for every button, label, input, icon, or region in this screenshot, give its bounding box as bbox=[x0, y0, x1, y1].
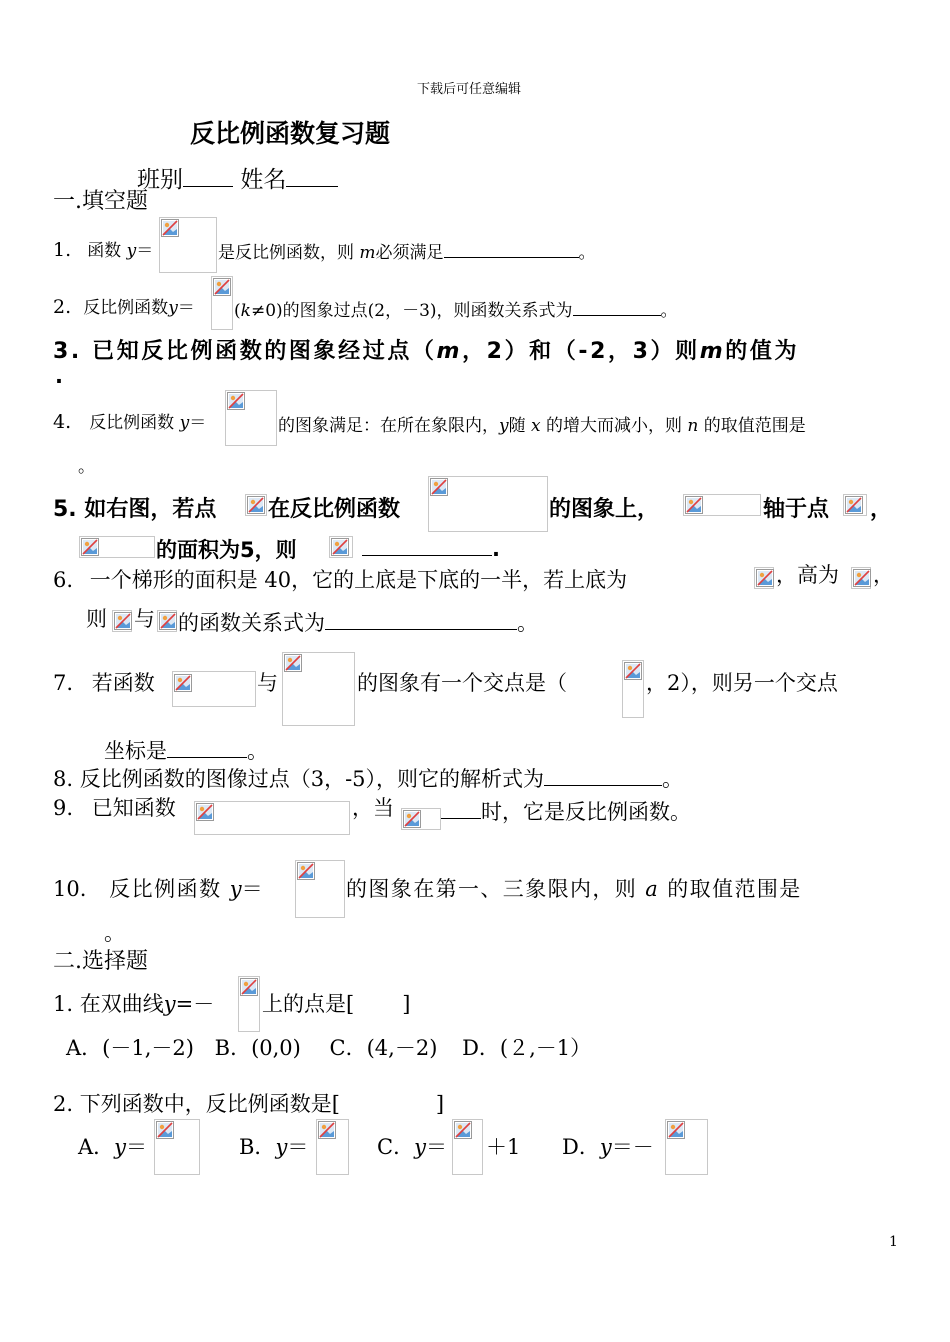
q6-y-ref-image bbox=[112, 610, 132, 632]
page-title: 反比例函数复习题 bbox=[190, 119, 391, 148]
question-5-a: 5. 如右图，若点 bbox=[53, 497, 217, 522]
q6-answer-line bbox=[178, 608, 538, 635]
q1-text-a: 函数 bbox=[87, 241, 127, 261]
q6-text-a: 一个梯形的面积是 40，它的上底是下底的一半，若上底为 bbox=[89, 568, 628, 592]
question-5-b: 在反比例函数 bbox=[268, 497, 401, 522]
q3-text-c: 的值为 bbox=[725, 339, 800, 364]
q7-answer-blank[interactable] bbox=[167, 736, 247, 758]
q6-answer-blank[interactable] bbox=[325, 608, 517, 630]
q7-text-d: ，2），则另一个交点 bbox=[646, 671, 838, 695]
q5-foot-point-image bbox=[843, 494, 867, 516]
q7-text-a: 若函数 bbox=[91, 671, 155, 695]
c2-option-c-label: C． bbox=[377, 1135, 415, 1159]
q6-text-e: 与 bbox=[134, 607, 155, 631]
c2-option-b[interactable] bbox=[239, 1136, 308, 1159]
choice-question-1-rest bbox=[262, 993, 410, 1016]
q7-text-e: 坐标是 bbox=[104, 739, 167, 763]
c1-options bbox=[66, 1037, 591, 1060]
q10-formula-image bbox=[295, 860, 345, 918]
broken-image-icon bbox=[247, 496, 265, 514]
q4-n: n bbox=[687, 416, 699, 436]
c2-option-a-y: y bbox=[114, 1135, 127, 1159]
c2-option-c-eq: ＝ bbox=[425, 1135, 447, 1159]
q6-text-c: ， bbox=[873, 563, 894, 587]
q1-m: m bbox=[359, 243, 376, 263]
q7-end: 。 bbox=[247, 739, 268, 763]
q6-text-d: 则 bbox=[86, 607, 107, 631]
page-number: 1 bbox=[889, 1234, 898, 1250]
q10-text-b: 的图象在第一、三象限内，则 bbox=[346, 877, 646, 901]
broken-image-icon bbox=[81, 538, 99, 556]
c2-text-a: 2. 下列函数中，反比例函数是[ bbox=[53, 1092, 340, 1116]
c2-option-c-plus1: ＋1 bbox=[486, 1135, 521, 1159]
q2-end: 。 bbox=[660, 301, 678, 321]
q6-x-ref-image bbox=[157, 610, 177, 632]
q7-text-c: 的图象有一个交点是（ bbox=[357, 671, 567, 695]
q1-formula-image bbox=[159, 217, 217, 273]
q7-function-1-image bbox=[172, 671, 256, 707]
q6-end: 。 bbox=[517, 611, 538, 635]
c2-option-c[interactable] bbox=[377, 1136, 447, 1159]
q9-answer-blank[interactable] bbox=[441, 797, 481, 819]
q6-text-b: ，高为 bbox=[776, 563, 839, 587]
c2-option-d[interactable] bbox=[562, 1136, 654, 1159]
name-blank[interactable] bbox=[286, 163, 338, 187]
class-name-line bbox=[137, 163, 338, 193]
broken-image-icon bbox=[284, 654, 302, 672]
broken-image-icon bbox=[174, 674, 192, 692]
section-fill-in: 一.填空题 bbox=[53, 189, 148, 214]
q5-function-image bbox=[428, 476, 548, 532]
q2-formula-image bbox=[211, 276, 233, 330]
q6-y-image bbox=[851, 567, 871, 589]
broken-image-icon bbox=[331, 538, 349, 556]
c1-option-b[interactable]: B．(0,0) bbox=[214, 1036, 301, 1060]
q4-number: 4. bbox=[53, 411, 72, 433]
q7-function-2-image bbox=[282, 652, 355, 726]
q4-eq: ＝ bbox=[189, 413, 207, 433]
question-4 bbox=[53, 408, 206, 433]
q4-text-e: 的取值范围是 bbox=[698, 416, 806, 436]
question-10 bbox=[53, 878, 263, 901]
q10-a: a bbox=[645, 877, 660, 901]
question-3 bbox=[53, 334, 799, 365]
q4-y: y bbox=[179, 413, 190, 433]
q6-text-f: 的函数关系式为 bbox=[178, 611, 325, 635]
q9-text-a: 已知函数 bbox=[91, 796, 176, 820]
question-5-c: 的图象上， bbox=[549, 497, 660, 522]
c2-option-c-image bbox=[452, 1119, 483, 1175]
question-6 bbox=[53, 564, 627, 594]
q4-x: x bbox=[531, 416, 541, 436]
question-2-rest bbox=[234, 296, 678, 321]
q10-text-a: 反比例函数 bbox=[109, 877, 230, 901]
broken-image-icon bbox=[685, 496, 703, 514]
c2-option-d-minus: － bbox=[632, 1135, 654, 1159]
q3-m: m bbox=[436, 339, 463, 364]
c1-text-b: =－ bbox=[175, 992, 215, 1016]
q4-y2: y bbox=[499, 416, 509, 436]
q2-number: 2. bbox=[53, 296, 72, 318]
broken-image-icon bbox=[297, 862, 315, 880]
broken-image-icon bbox=[454, 1121, 472, 1139]
q2-answer-blank[interactable] bbox=[573, 298, 661, 316]
c2-option-b-y: y bbox=[275, 1135, 288, 1159]
q7-number: 7. bbox=[53, 671, 74, 695]
q10-number: 10. bbox=[53, 877, 87, 901]
q6-x-image bbox=[754, 567, 774, 589]
q7-text-b: 与 bbox=[257, 671, 278, 695]
broken-image-icon bbox=[845, 496, 863, 514]
broken-image-icon bbox=[853, 569, 871, 587]
c2-option-d-eq: ＝ bbox=[611, 1135, 633, 1159]
question-8 bbox=[53, 764, 683, 791]
c2-option-b-image bbox=[316, 1119, 349, 1175]
q8-text: 8. 反比例函数的图像过点（3，-5），则它的解析式为 bbox=[53, 767, 545, 791]
q2-text-b: ( bbox=[234, 301, 241, 321]
q7-answer-line bbox=[104, 736, 268, 763]
c2-option-a-eq: ＝ bbox=[126, 1135, 148, 1159]
q5-answer-blank[interactable] bbox=[362, 534, 492, 556]
section-multiple-choice: 二.选择题 bbox=[53, 949, 148, 974]
broken-image-icon bbox=[756, 569, 774, 587]
broken-image-icon bbox=[318, 1121, 336, 1139]
q2-k: k bbox=[240, 301, 251, 321]
question-5-d: 轴于点 bbox=[763, 497, 830, 522]
q5-answer-line bbox=[362, 534, 500, 561]
q1-text-c: 必须满足 bbox=[375, 243, 444, 263]
q5-perpendicular-image bbox=[683, 494, 761, 516]
q3-m2: m bbox=[699, 339, 726, 364]
c1-option-c[interactable]: C．(4,－2) bbox=[329, 1036, 438, 1060]
c2-option-b-label: B． bbox=[239, 1135, 276, 1159]
question-9 bbox=[53, 797, 176, 820]
c1-text-d: ] bbox=[402, 992, 411, 1016]
c2-option-a-label: A． bbox=[78, 1135, 115, 1159]
class-label: 班别 bbox=[137, 167, 183, 193]
q10-y: y bbox=[229, 877, 242, 901]
broken-image-icon bbox=[159, 612, 177, 630]
q4-end: 。 bbox=[78, 457, 95, 477]
q3-text-a: 3. 已知反比例函数的图象经过点（ bbox=[53, 339, 437, 364]
broken-image-icon bbox=[114, 612, 132, 630]
q4-text-b: 的图象满足：在所在象限内， bbox=[278, 416, 499, 436]
c1-y: y bbox=[163, 992, 176, 1016]
q5-point-image bbox=[245, 494, 267, 516]
broken-image-icon bbox=[161, 219, 179, 237]
q2-y: y bbox=[168, 298, 178, 318]
c1-option-a[interactable]: A．(－1,－2) bbox=[66, 1036, 194, 1060]
choice-question-2 bbox=[53, 1093, 444, 1116]
c1-text-c: 上的点是[ bbox=[262, 992, 355, 1016]
q1-y: y bbox=[126, 241, 137, 261]
q8-answer-blank[interactable] bbox=[544, 764, 662, 786]
question-1 bbox=[53, 236, 153, 261]
question-2 bbox=[53, 293, 195, 318]
q1-number: 1. bbox=[53, 239, 72, 261]
q1-end: 。 bbox=[578, 243, 596, 263]
broken-image-icon bbox=[213, 278, 231, 296]
broken-image-icon bbox=[624, 662, 642, 680]
broken-image-icon bbox=[403, 810, 421, 828]
q4-formula-image bbox=[225, 390, 277, 446]
broken-image-icon bbox=[196, 803, 214, 821]
c2-option-c-y: y bbox=[414, 1135, 426, 1159]
c1-text-a: 1. 在双曲线 bbox=[53, 992, 164, 1016]
q5-end: . bbox=[492, 537, 500, 561]
choice-question-1 bbox=[53, 993, 214, 1016]
q2-eq: ＝ bbox=[177, 298, 195, 318]
q8-end: 。 bbox=[662, 767, 684, 791]
c1-option-d[interactable]: D．(２,－1） bbox=[462, 1036, 592, 1060]
broken-image-icon bbox=[227, 392, 245, 410]
question-10-rest bbox=[346, 878, 802, 901]
c2-text-b: ] bbox=[435, 1092, 445, 1116]
c2-option-a[interactable] bbox=[78, 1136, 147, 1159]
c2-option-d-label: D． bbox=[562, 1135, 600, 1159]
q1-eq: ＝ bbox=[136, 241, 154, 261]
q3-end: . bbox=[55, 364, 63, 388]
broken-image-icon bbox=[667, 1121, 685, 1139]
q7-coordinate-image bbox=[622, 660, 644, 718]
q4-text-d: 的增大而减小，则 bbox=[540, 416, 688, 436]
q9-function-image bbox=[194, 801, 350, 835]
c2-option-b-eq: ＝ bbox=[287, 1135, 309, 1159]
question-4-rest bbox=[278, 411, 806, 436]
c1-formula-image bbox=[238, 976, 260, 1032]
q2-text-a: 反比例函数 bbox=[83, 298, 169, 318]
q10-text-c: 的取值范围是 bbox=[659, 877, 802, 901]
q1-text-b: 是反比例函数，则 bbox=[218, 243, 360, 263]
question-7 bbox=[53, 672, 155, 695]
q4-text-a: 反比例函数 bbox=[89, 413, 180, 433]
q5-triangle-image bbox=[79, 536, 155, 558]
q9-number: 9. bbox=[53, 796, 74, 820]
q10-eq: ＝ bbox=[241, 877, 263, 901]
q1-answer-blank[interactable] bbox=[444, 240, 579, 258]
name-label: 姓名 bbox=[240, 167, 287, 193]
q6-number: 6. bbox=[53, 568, 74, 592]
q9-condition-image bbox=[401, 808, 441, 830]
q9-answer-line bbox=[441, 797, 691, 824]
q2-text-c: ≠0)的图象过点(2，－3)，则函数关系式为 bbox=[250, 301, 573, 321]
q10-end: 。 bbox=[104, 921, 125, 945]
broken-image-icon bbox=[156, 1121, 174, 1139]
c2-option-a-image bbox=[154, 1119, 200, 1175]
question-5-e: ， bbox=[870, 497, 893, 522]
q4-text-c: 随 bbox=[508, 416, 532, 436]
question-1-rest bbox=[218, 238, 596, 263]
question-5-f: 的面积为5，则 bbox=[156, 538, 297, 562]
q9-text-b: ，当 bbox=[352, 796, 394, 820]
c2-option-d-y: y bbox=[599, 1135, 612, 1159]
header-note: 下载后可任意编辑 bbox=[417, 82, 522, 97]
broken-image-icon bbox=[430, 478, 448, 496]
q3-text-b: ，2）和（-2，3）则 bbox=[462, 339, 700, 364]
broken-image-icon bbox=[240, 978, 258, 996]
q9-text-c: 时，它是反比例函数。 bbox=[481, 800, 691, 824]
q5-k-image bbox=[329, 536, 353, 558]
class-blank[interactable] bbox=[183, 163, 233, 187]
c2-option-d-image bbox=[665, 1119, 708, 1175]
